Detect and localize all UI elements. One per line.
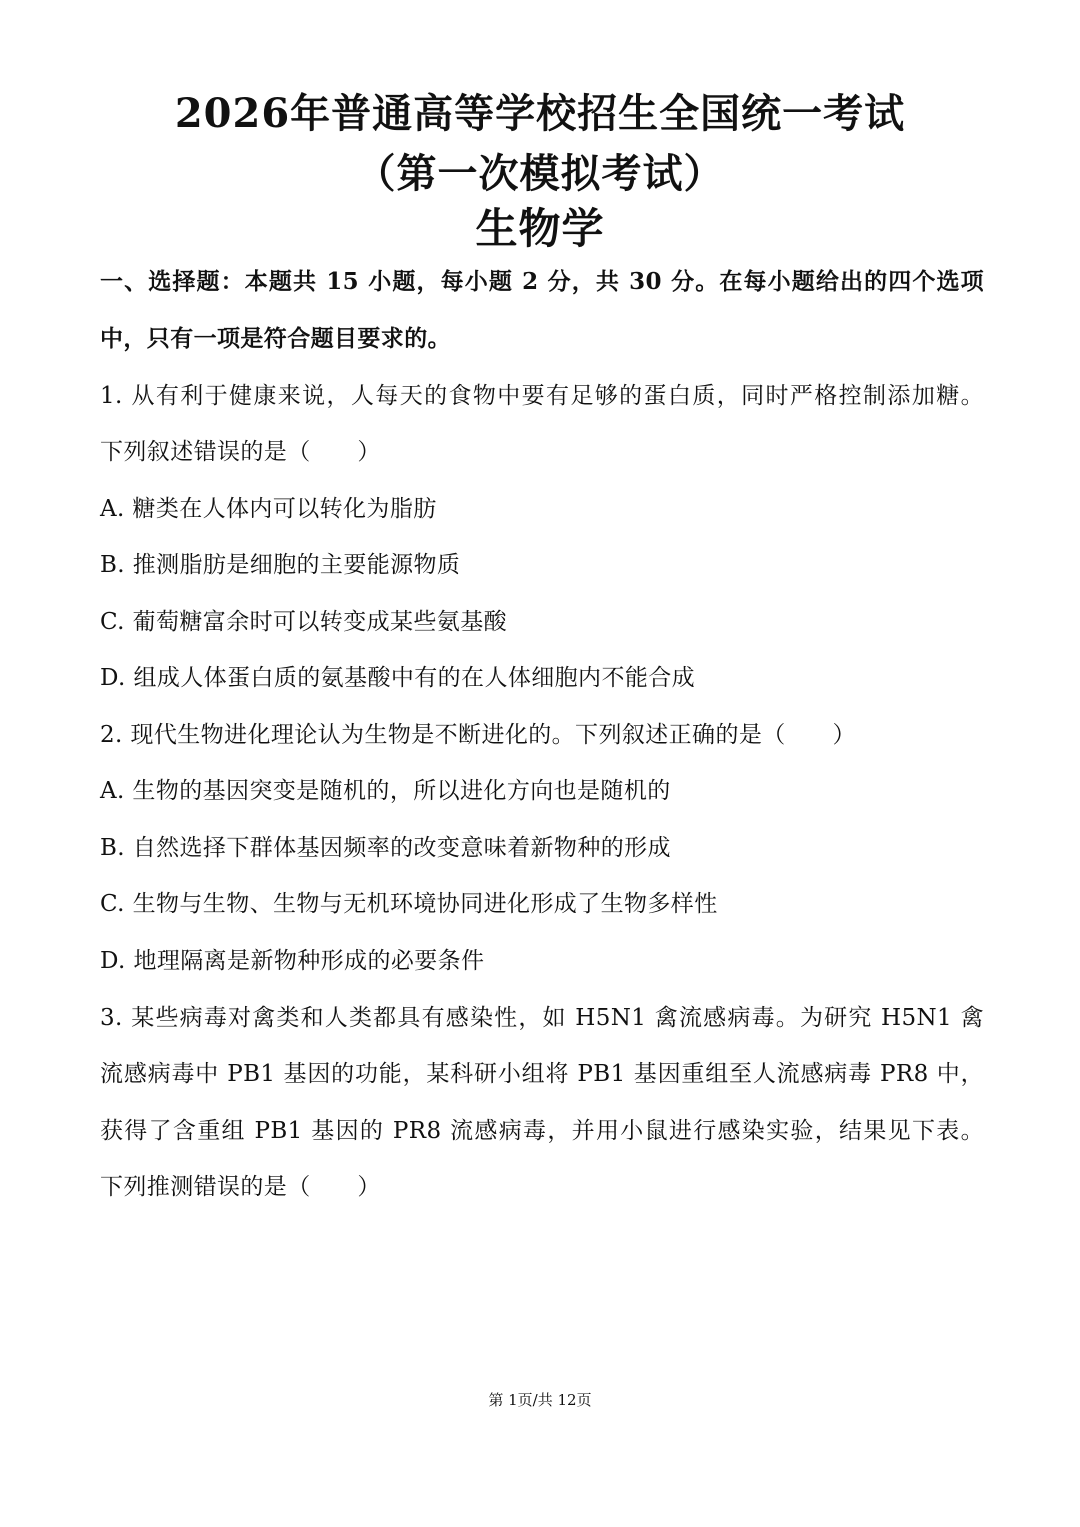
question-1-stem-line-1: 1. 从有利于健康来说，人每天的食物中要有足够的蛋白质，同时严格控制添加糖。 [100,383,984,409]
question-1-option-a: A. 糖类在人体内可以转化为脂肪 [100,496,437,522]
question-2-option-d: D. 地理隔离是新物种形成的必要条件 [100,948,485,974]
question-2-stem-line-1: 2. 现代生物进化理论认为生物是不断进化的。下列叙述正确的是（ ） [100,722,856,748]
question-3-stem-line-1: 3. 某些病毒对禽类和人类都具有感染性，如 H5N1 禽流感病毒。为研究 H5N1 禽 [100,1005,984,1031]
exam-subtitle: （第一次模拟考试） [355,150,725,197]
section-instruction-line-2: 中，只有一项是符合题目要求的。 [100,325,451,352]
question-3-stem-line-4: 下列推测错误的是（ ） [100,1174,381,1200]
question-1-stem-line-2: 下列叙述错误的是（ ） [100,439,381,465]
question-1-option-b: B. 推测脂肪是细胞的主要能源物质 [100,552,461,578]
question-2-option-b: B. 自然选择下群体基因频率的改变意味着新物种的形成 [100,835,671,861]
question-1-option-d: D. 组成人体蛋白质的氨基酸中有的在人体细胞内不能合成 [100,665,696,691]
question-2-option-c: C. 生物与生物、生物与无机环境协同进化形成了生物多样性 [100,891,718,917]
question-2-option-a: A. 生物的基因突变是随机的，所以进化方向也是随机的 [100,778,671,804]
section-instruction-line-1: 一、选择题：本题共 15 小题，每小题 2 分，共 30 分。在每小题给出的四个选项 [100,268,984,295]
page-number-footer: 第 1页/共 12页 [488,1391,592,1409]
question-3-stem-line-3: 获得了含重组 PB1 基因的 PR8 流感病毒，并用小鼠进行感染实验，结果见下表。 [100,1118,984,1144]
exam-title: 2026年普通高等学校招生全国统一考试 [174,90,906,137]
question-3-stem-line-2: 流感病毒中 PB1 基因的功能，某科研小组将 PB1 基因重组至人流感病毒 PR8 中， [100,1061,984,1087]
question-1-option-c: C. 葡萄糖富余时可以转变成某些氨基酸 [100,609,508,635]
subject-title: 生物学 [475,204,605,253]
